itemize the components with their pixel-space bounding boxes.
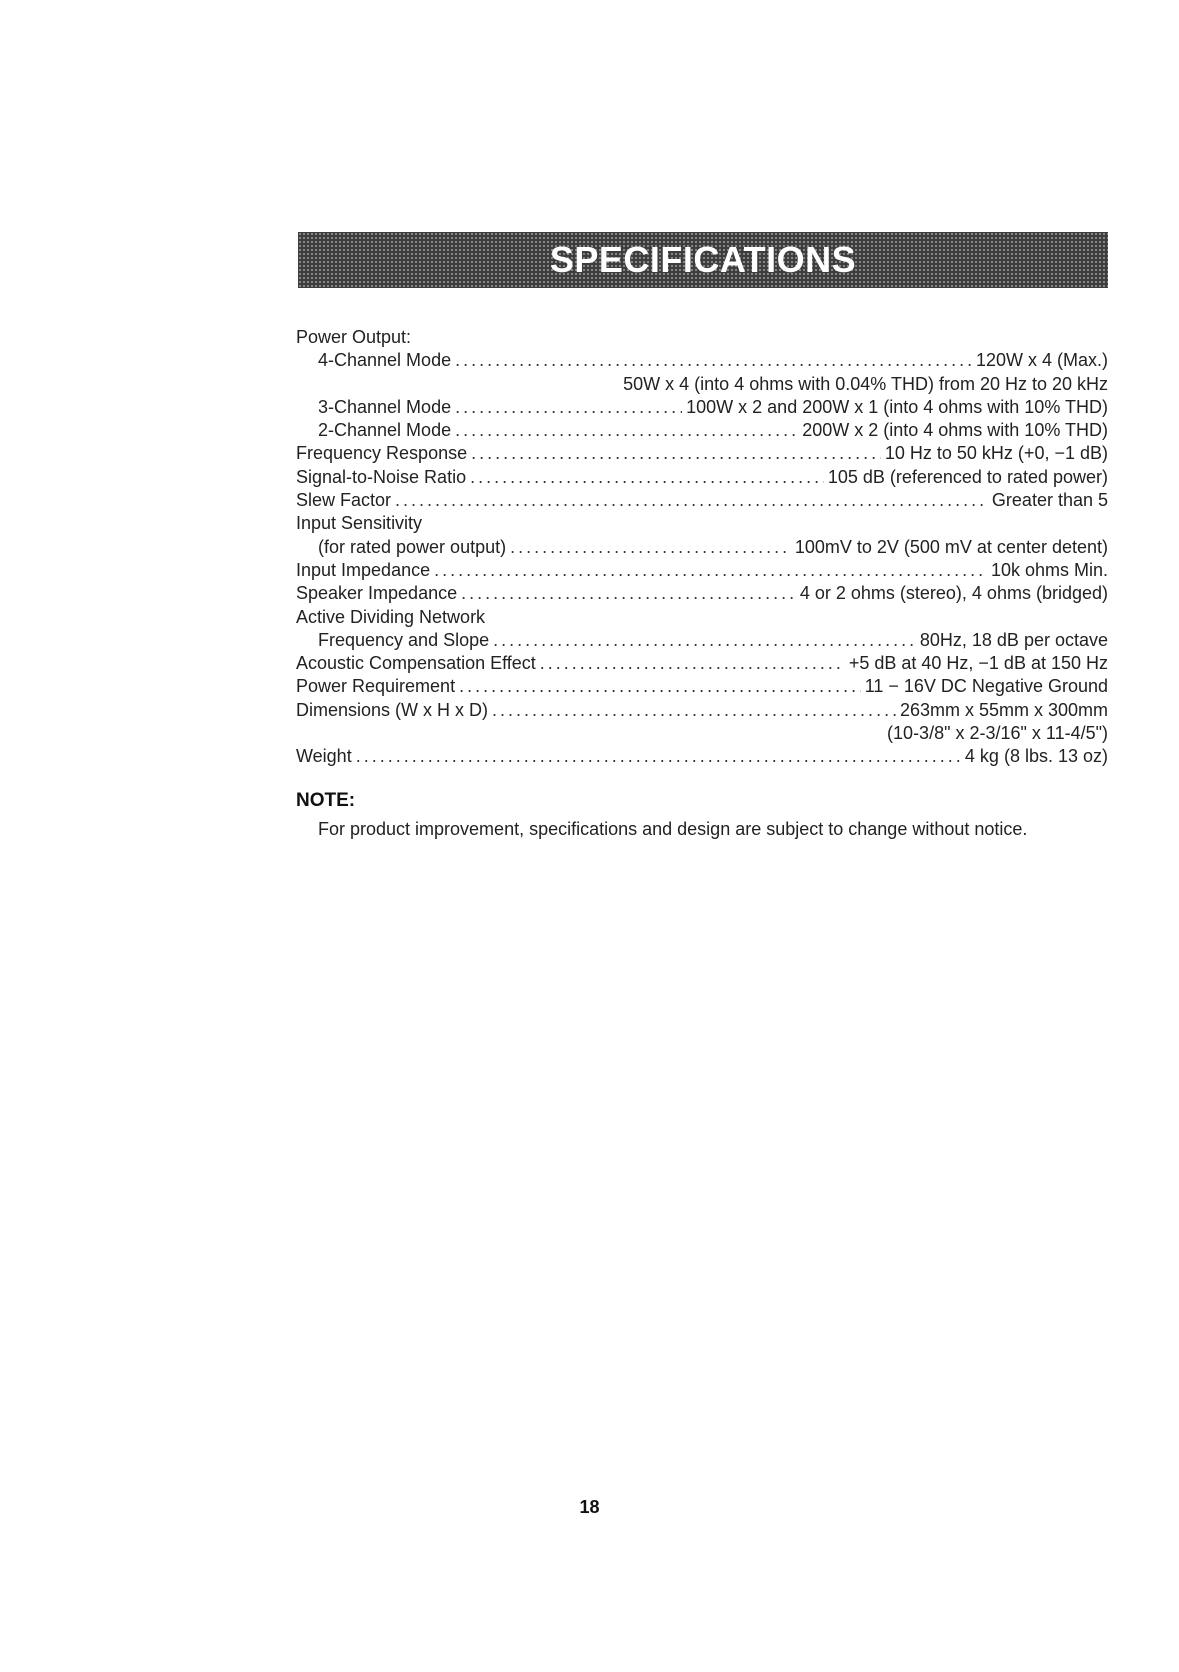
spec-row — [296, 419, 1108, 442]
spec-row — [296, 489, 1108, 512]
spec-value: Greater than 5 — [991, 490, 1108, 511]
spec-value: 263mm x 55mm x 300mm — [899, 699, 1108, 720]
dot-leader — [434, 559, 987, 582]
spec-row — [296, 722, 1108, 745]
spec-label: Frequency and Slope — [318, 629, 490, 650]
specifications-list — [296, 326, 1108, 769]
spec-row — [296, 512, 1108, 535]
spec-row — [296, 629, 1108, 652]
spec-label: Power Requirement — [296, 676, 456, 697]
spec-value: 4 kg (8 lbs. 13 oz) — [964, 746, 1108, 767]
spec-row — [296, 373, 1108, 396]
spec-row — [296, 536, 1108, 559]
dot-leader — [510, 536, 791, 559]
dot-leader — [461, 582, 796, 605]
spec-label: 2-Channel Mode — [318, 420, 452, 441]
spec-row — [296, 582, 1108, 605]
spec-label: Input Sensitivity — [296, 513, 423, 534]
spec-row — [296, 396, 1108, 419]
spec-value: +5 dB at 40 Hz, −1 dB at 150 Hz — [848, 653, 1108, 674]
spec-value: (10-3/8" x 2-3/16" x 11-4/5") — [887, 723, 1108, 744]
spec-label: Frequency Response — [296, 443, 468, 464]
spec-value: 10k ohms Min. — [990, 559, 1108, 580]
spec-label: Slew Factor — [296, 490, 392, 511]
spec-label: Acoustic Compensation Effect — [296, 653, 536, 674]
dot-leader — [455, 396, 682, 419]
spec-label: Speaker Impedance — [296, 583, 458, 604]
page-title: SPECIFICATIONS — [549, 239, 857, 280]
spec-label: Active Dividing Network — [296, 606, 486, 627]
spec-value: 50W x 4 (into 4 ohms with 0.04% THD) from 20 Hz to 20 kHz — [623, 373, 1108, 394]
spec-label: Weight — [296, 746, 352, 767]
dot-leader — [356, 745, 961, 768]
spec-label: Power Output: — [296, 327, 412, 347]
spec-label: Dimensions (W x H x D) — [296, 699, 489, 720]
spec-label: 4-Channel Mode — [318, 350, 452, 371]
spec-row — [296, 606, 1108, 629]
spec-value: 100mV to 2V (500 mV at center detent) — [794, 536, 1108, 557]
page-number: 18 — [579, 1497, 600, 1517]
dot-leader — [455, 349, 972, 372]
note-text: For product improvement, specifications and design are subject to change without notice. — [318, 819, 1028, 839]
spec-label: Signal-to-Noise Ratio — [296, 466, 467, 487]
spec-value: 11 − 16V DC Negative Ground — [864, 676, 1108, 697]
spec-value: 4 or 2 ohms (stereo), 4 ohms (bridged) — [799, 583, 1108, 604]
note-heading: NOTE: — [296, 790, 356, 811]
spec-value: 105 dB (referenced to rated power) — [827, 466, 1108, 487]
spec-row — [296, 675, 1108, 698]
spec-row — [296, 466, 1108, 489]
spec-label: Input Impedance — [296, 559, 431, 580]
spec-row — [296, 559, 1108, 582]
dot-leader — [540, 652, 845, 675]
spec-value: 120W x 4 (Max.) — [975, 350, 1108, 371]
dot-leader — [492, 699, 896, 722]
spec-row — [296, 349, 1108, 372]
dot-leader — [455, 419, 798, 442]
spec-row — [296, 745, 1108, 768]
dot-leader — [471, 442, 881, 465]
spec-row — [296, 652, 1108, 675]
spec-label: 3-Channel Mode — [318, 396, 452, 417]
spec-row — [296, 699, 1108, 722]
spec-label: (for rated power output) — [318, 536, 507, 557]
spec-value: 80Hz, 18 dB per octave — [919, 629, 1108, 650]
spec-row — [296, 326, 1108, 349]
spec-value: 10 Hz to 50 kHz (+0, −1 dB) — [884, 443, 1108, 464]
spec-row — [296, 442, 1108, 465]
spec-value: 100W x 2 and 200W x 1 (into 4 ohms with 10% THD) — [686, 396, 1108, 417]
dot-leader — [395, 489, 988, 512]
specifications-banner — [298, 232, 1108, 288]
dot-leader — [493, 629, 916, 652]
dot-leader — [470, 466, 824, 489]
spec-value: 200W x 2 (into 4 ohms with 10% THD) — [802, 420, 1108, 441]
dot-leader — [459, 675, 861, 698]
